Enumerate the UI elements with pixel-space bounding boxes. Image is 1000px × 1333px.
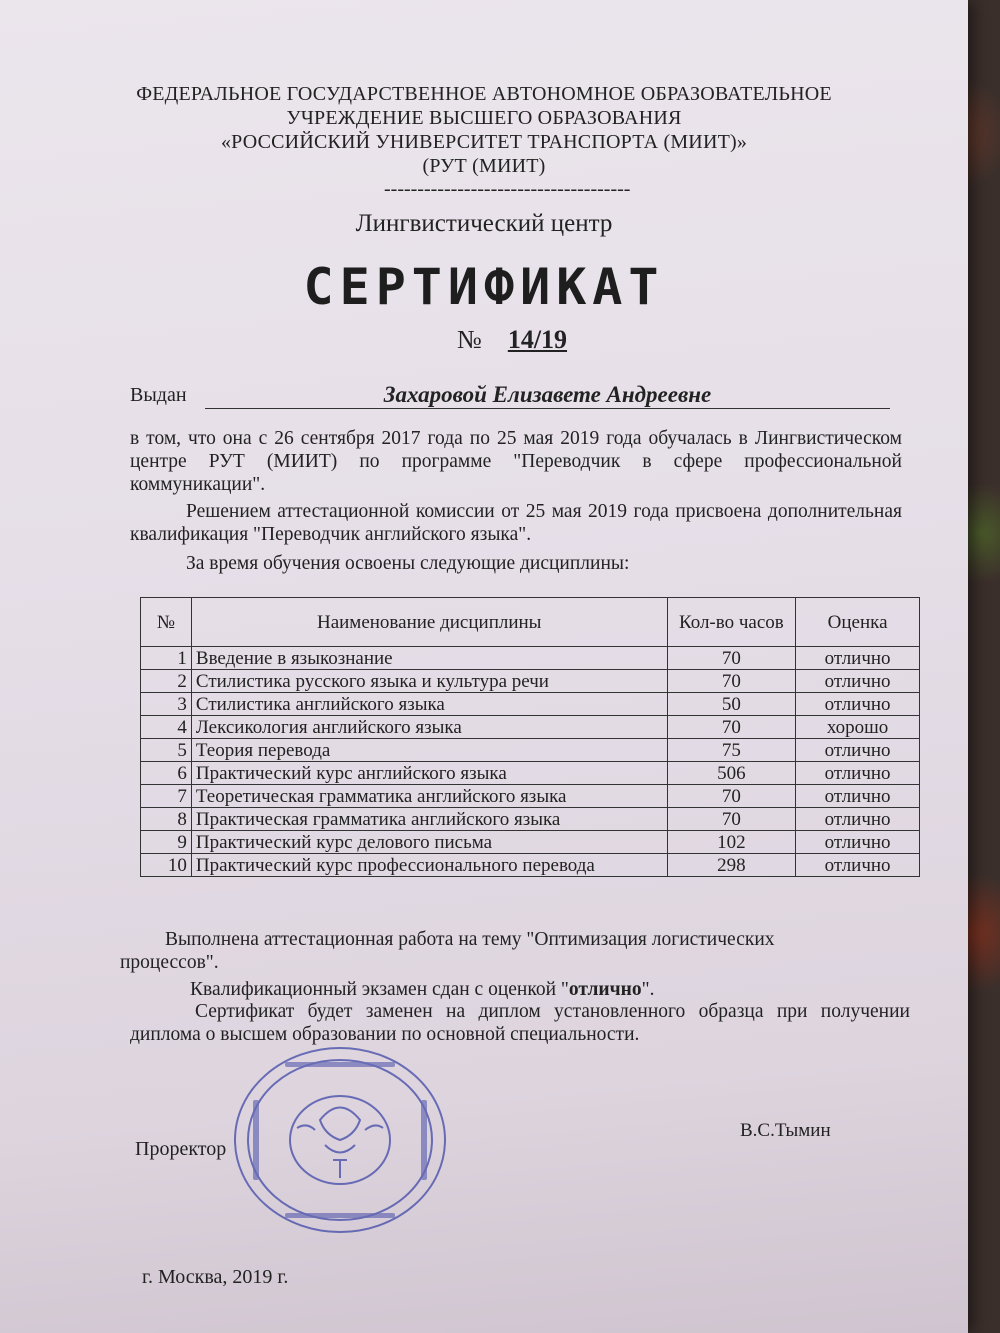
official-seal-stamp bbox=[225, 1040, 455, 1240]
row-num: 9 bbox=[141, 831, 192, 854]
disciplines-intro: За время обучения освоены следующие дисциплины: bbox=[186, 553, 630, 574]
row-num: 2 bbox=[141, 670, 192, 693]
row-num: 5 bbox=[141, 739, 192, 762]
row-num: 7 bbox=[141, 785, 192, 808]
row-name: Теоретическая грамматика английского языка bbox=[191, 785, 667, 808]
issued-label: Выдан bbox=[130, 384, 187, 406]
exam-prefix: Квалификационный экзамен сдан с оценкой " bbox=[190, 979, 569, 1000]
header-line-3: «РОССИЙСКИЙ УНИВЕРСИТЕТ ТРАНСПОРТА (МИИТ)» bbox=[220, 131, 748, 153]
city-date: г. Москва, 2019 г. bbox=[142, 1266, 289, 1288]
row-hours: 70 bbox=[667, 785, 796, 808]
thesis-line-2: процессов". bbox=[120, 952, 219, 973]
disciplines-table bbox=[140, 597, 920, 877]
row-hours: 102 bbox=[667, 831, 796, 854]
col-header-name: Наименование дисциплины bbox=[191, 598, 667, 647]
row-grade: отлично bbox=[796, 647, 920, 670]
replacement-paragraph: Сертификат будет заменен на диплом установленного образца при получении диплома о высшем образовании по основной специальности. bbox=[130, 1001, 910, 1045]
row-grade: отлично bbox=[796, 693, 920, 716]
row-name: Стилистика английского языка bbox=[191, 693, 667, 716]
training-paragraph: в том, что она с 26 сентября 2017 года по 25 мая 2019 года обучалась в Лингвистическом центре РУТ (МИИТ) по программе "Переводчик в сфере профессиональной коммуникации". bbox=[130, 428, 902, 495]
institution-header bbox=[0, 82, 968, 178]
table-row bbox=[141, 785, 920, 808]
row-grade: отлично bbox=[796, 762, 920, 785]
qualification-paragraph: Решением аттестационной комиссии от 25 мая 2019 года присвоена дополнительная квалификация "Переводчик английского языка". bbox=[130, 501, 902, 545]
row-grade: отлично bbox=[796, 739, 920, 762]
table-row bbox=[141, 854, 920, 877]
thesis-line-1: Выполнена аттестационная работа на тему "Оптимизация логистических bbox=[165, 929, 775, 950]
row-name: Практический курс английского языка bbox=[191, 762, 667, 785]
col-header-num: № bbox=[141, 598, 192, 647]
table-row bbox=[141, 808, 920, 831]
row-grade: отлично bbox=[796, 831, 920, 854]
row-hours: 70 bbox=[667, 716, 796, 739]
number-value: 14/19 bbox=[507, 325, 568, 354]
signer-position: Проректор bbox=[135, 1138, 227, 1160]
exam-grade: отлично bbox=[568, 979, 642, 1000]
row-name: Практический курс делового письма bbox=[191, 831, 667, 854]
row-grade: отлично bbox=[796, 808, 920, 831]
row-grade: отлично bbox=[796, 670, 920, 693]
table-row bbox=[141, 647, 920, 670]
table-row bbox=[141, 831, 920, 854]
table-row bbox=[141, 693, 920, 716]
row-hours: 50 bbox=[667, 693, 796, 716]
table-header-row bbox=[141, 598, 920, 647]
row-num: 6 bbox=[141, 762, 192, 785]
thesis-paragraph bbox=[120, 928, 910, 974]
row-hours: 298 bbox=[667, 854, 796, 877]
row-num: 1 bbox=[141, 647, 192, 670]
row-name: Практический курс профессионального перевода bbox=[191, 854, 667, 877]
row-num: 4 bbox=[141, 716, 192, 739]
row-num: 3 bbox=[141, 693, 192, 716]
row-num: 10 bbox=[141, 854, 192, 877]
certificate-number bbox=[457, 325, 567, 355]
row-grade: отлично bbox=[796, 854, 920, 877]
table-row bbox=[141, 739, 920, 762]
header-line-1: ФЕДЕРАЛЬНОЕ ГОСУДАРСТВЕННОЕ АВТОНОМНОЕ ОБРАЗОВАТЕЛЬНОЕ bbox=[136, 83, 832, 105]
row-grade: отлично bbox=[796, 785, 920, 808]
exam-paragraph bbox=[190, 978, 890, 1001]
row-name: Лексикология английского языка bbox=[191, 716, 667, 739]
row-grade: хорошо bbox=[796, 716, 920, 739]
row-hours: 506 bbox=[667, 762, 796, 785]
row-hours: 70 bbox=[667, 647, 796, 670]
col-header-hours: Кол-во часов bbox=[667, 598, 796, 647]
row-hours: 75 bbox=[667, 739, 796, 762]
header-separator: ------------------------------------- bbox=[384, 178, 631, 200]
header-line-4: (РУТ (МИИТ) bbox=[422, 155, 546, 177]
recipient-name: Захаровой Елизавете Андреевне bbox=[205, 382, 890, 409]
table-row bbox=[141, 670, 920, 693]
row-name: Стилистика русского языка и культура речи bbox=[191, 670, 667, 693]
number-sign: № bbox=[457, 325, 482, 354]
row-hours: 70 bbox=[667, 808, 796, 831]
header-line-2: УЧРЕЖДЕНИЕ ВЫСШЕГО ОБРАЗОВАНИЯ bbox=[286, 107, 682, 129]
col-header-grade: Оценка bbox=[796, 598, 920, 647]
row-name: Практическая грамматика английского языка bbox=[191, 808, 667, 831]
document-title: СЕРТИФИКАТ bbox=[303, 258, 665, 316]
row-num: 8 bbox=[141, 808, 192, 831]
center-name: Лингвистический центр bbox=[355, 210, 613, 237]
signer-name: В.С.Тымин bbox=[740, 1120, 831, 1141]
table-row bbox=[141, 716, 920, 739]
table-row bbox=[141, 762, 920, 785]
row-name: Теория перевода bbox=[191, 739, 667, 762]
row-hours: 70 bbox=[667, 670, 796, 693]
exam-suffix: ". bbox=[641, 979, 655, 1000]
row-name: Введение в языкознание bbox=[191, 647, 667, 670]
